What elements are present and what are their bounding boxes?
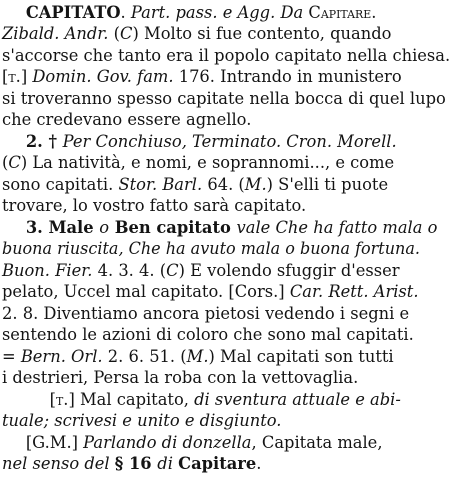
text-run: ] [20,67,33,86]
text-run: Domin. Gov. fam. [32,67,174,86]
text-line [0,217,473,239]
text-run: si troveranno spesso capitate nella bocca di quel lupo [1,89,446,108]
text-run: . [371,3,377,22]
text-run: trovare, lo vostro fatto sarà capitato. [1,196,307,215]
text-run: § 16 [114,454,158,473]
text-run: M. [186,347,209,366]
text-run: o [99,218,110,237]
text-run: Ben capitato [109,218,237,237]
text-run: ) La natività, e nomi, e soprannomi..., e come [20,153,395,172]
text-line [0,432,473,454]
text-run: . [120,3,131,22]
text-run: 2. 8. Diventiamo ancora pietosi vedendo i segni e [1,304,410,323]
text-run: sentendo le azioni di coloro che sono mal capitati. [1,325,414,344]
text-line [0,2,473,24]
text-run: di [157,454,179,473]
text-line [0,453,470,475]
text-run: 2. 6. 51. ( [102,347,187,366]
text-run: , Capitata male, [251,433,383,452]
text-run: Car. Rett. Arist. [289,282,419,301]
text-run: C [166,261,179,280]
text-run: vale Che ha fatto mala o [236,218,438,237]
text-run: ( [113,24,121,43]
text-run: M. [244,175,267,194]
text-run: ( [1,153,9,172]
text-run: i destrieri, Persa la roba con la vettovaglia. [1,368,359,387]
text-run: ) E volendo sfuggir d'esser [178,261,400,280]
text-run: [ [49,390,57,409]
text-run: ] Mal capitato, [68,390,195,409]
text-run: Capitare [308,3,372,22]
text-run: Stor. Barl. [118,175,203,194]
text-line [0,367,470,389]
text-line [0,281,472,303]
text-run: ) Molto si fue contento, quando [132,24,392,43]
text-run: [G.M.] [25,433,84,452]
text-line [0,109,470,131]
text-run: t. [8,67,21,86]
text-line [0,410,470,432]
text-run: 4. 3. 4. ( [92,261,167,280]
text-line [0,303,472,325]
text-run: s'accorse che tanto era il popolo capitato nella chiesa. [1,46,451,65]
text-run: Bern. Orl. [20,347,103,366]
text-line [0,238,464,260]
text-run: Capitare [178,454,257,473]
text-line [0,152,472,174]
text-run: C [8,153,21,172]
text-run: Per Conchiuso, Terminato. Cron. Morell. [62,132,397,151]
text-run: ) S'elli ti puote [266,175,389,194]
text-line [0,131,473,153]
text-line [0,174,472,196]
text-run: 176. Intrando in munistero [173,67,402,86]
text-run: sono capitati. [1,175,119,194]
text-line [0,195,470,217]
text-run: . [256,454,262,473]
text-line [0,389,473,411]
text-line [0,45,472,67]
text-line [0,66,472,88]
text-run: [ [1,67,9,86]
text-run: nel senso del [1,454,115,473]
text-line [0,23,472,45]
text-run: pelato, Uccel mal capitato. [Cors.] [1,282,290,301]
text-run: buona riuscita, Che ha avuto mala o buona fortuna. [1,239,420,258]
text-run: C [120,24,133,43]
text-run: t. [56,390,69,409]
text-run: = [1,347,21,366]
text-run: 2. † [25,132,63,151]
text-run: Parlando di donzella [83,433,252,452]
text-run: CAPITATO [25,3,121,22]
text-line [0,88,472,110]
text-run: che credevano essere agnello. [1,110,252,129]
text-line [0,260,472,282]
text-run: 3. Male [25,218,100,237]
text-run: Part. pass. e Agg. Da [130,3,309,22]
text-run: 64. ( [202,175,245,194]
text-run: Buon. Fier. [1,261,93,280]
text-run: di sventura attuale e abi- [194,390,401,409]
text-run: ) Mal capitati son tutti [208,347,394,366]
text-run: tuale; scrivesi e unito e disgiunto. [1,411,282,430]
text-line [0,346,472,368]
text-line [0,324,470,346]
text-run: Zibald. Andr. [1,24,114,43]
